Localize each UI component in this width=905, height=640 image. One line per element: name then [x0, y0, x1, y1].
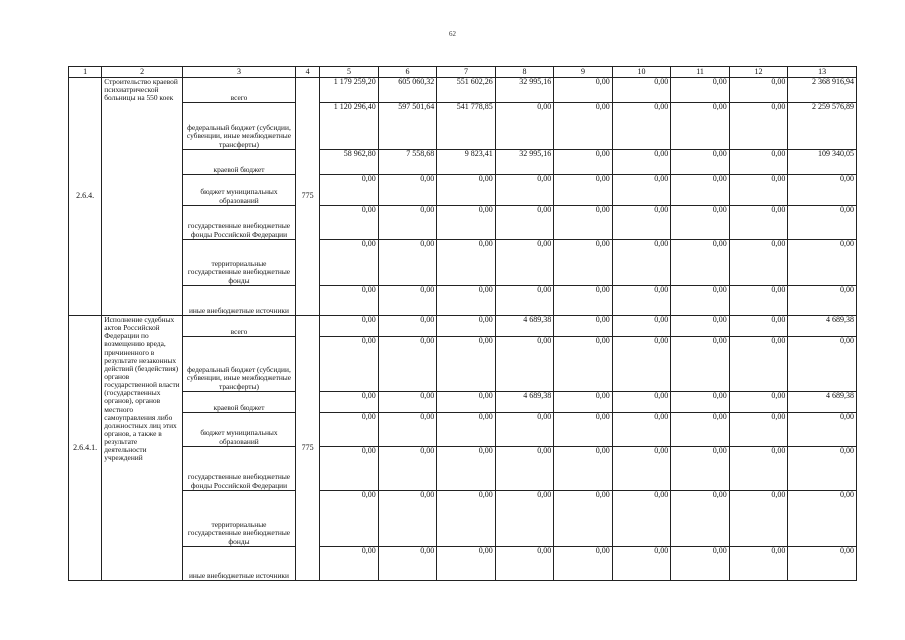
value-cell: 0,00 [612, 491, 671, 547]
value-cell: 0,00 [671, 337, 730, 392]
value-cell: 0,00 [378, 447, 437, 491]
funding-source: краевой бюджет [182, 150, 295, 175]
table-row [69, 392, 857, 413]
value-cell: 2 259 576,89 [788, 103, 857, 150]
funding-source: бюджет муниципальных образований [182, 175, 295, 206]
funding-source: территориальные государственные внебюджетные фонды [182, 491, 295, 547]
value-cell: 0,00 [729, 150, 788, 175]
value-cell: 0,00 [671, 447, 730, 491]
table-row [69, 491, 857, 547]
value-cell: 4 689,38 [495, 392, 554, 413]
column-number: 4 [295, 67, 319, 78]
value-cell: 0,00 [495, 240, 554, 286]
value-cell: 0,00 [671, 316, 730, 337]
value-cell: 0,00 [554, 447, 613, 491]
column-number: 1 [69, 67, 102, 78]
value-cell: 0,00 [320, 337, 379, 392]
value-cell: 0,00 [671, 413, 730, 447]
value-cell: 0,00 [729, 175, 788, 206]
column-number: 13 [788, 67, 857, 78]
value-cell: 551 602,26 [437, 78, 496, 103]
value-cell: 0,00 [378, 240, 437, 286]
table-row [69, 103, 857, 150]
value-cell: 0,00 [671, 103, 730, 150]
table-row [69, 175, 857, 206]
value-cell: 0,00 [671, 150, 730, 175]
value-cell: 0,00 [788, 240, 857, 286]
funding-source: федеральный бюджет (субсидии, субвенции, иные межбюджетные трансферты) [182, 103, 295, 150]
value-cell: 0,00 [437, 286, 496, 316]
value-cell: 0,00 [788, 175, 857, 206]
value-cell: 32 995,16 [495, 150, 554, 175]
value-cell: 0,00 [671, 392, 730, 413]
table-row [69, 413, 857, 447]
column-number: 6 [378, 67, 437, 78]
value-cell: 0,00 [437, 316, 496, 337]
value-cell: 0,00 [671, 175, 730, 206]
value-cell: 0,00 [671, 491, 730, 547]
value-cell: 0,00 [788, 447, 857, 491]
value-cell: 0,00 [554, 240, 613, 286]
table-row [69, 547, 857, 581]
section-code: 2.6.4. [69, 78, 102, 316]
value-cell: 0,00 [671, 286, 730, 316]
value-cell: 0,00 [612, 337, 671, 392]
value-cell: 0,00 [437, 240, 496, 286]
value-cell: 4 689,38 [788, 316, 857, 337]
value-cell: 0,00 [320, 491, 379, 547]
column-number: 2 [102, 67, 183, 78]
column-number-row [69, 67, 857, 78]
value-cell: 0,00 [378, 547, 437, 581]
value-cell: 0,00 [437, 175, 496, 206]
value-cell: 4 689,38 [788, 392, 857, 413]
column-number: 12 [729, 67, 788, 78]
funding-source: территориальные государственные внебюджетные фонды [182, 240, 295, 286]
value-cell: 0,00 [320, 547, 379, 581]
value-cell: 0,00 [378, 316, 437, 337]
value-cell: 0,00 [671, 78, 730, 103]
value-cell: 0,00 [612, 447, 671, 491]
value-cell: 0,00 [729, 286, 788, 316]
value-cell: 0,00 [378, 491, 437, 547]
value-cell: 0,00 [729, 103, 788, 150]
value-cell: 0,00 [788, 413, 857, 447]
value-cell: 0,00 [554, 413, 613, 447]
grbs-code: 775 [295, 316, 319, 581]
table-row [69, 206, 857, 240]
value-cell: 0,00 [320, 392, 379, 413]
value-cell: 0,00 [554, 175, 613, 206]
section-name: Исполнение судебных актов Российской Федерации по возмещению вреда, причиненного в результате незаконных действий (бездействия) органов государственной власти (государственных органов), органов местного самоуправления либо должностных лиц этих органов, а также в результате деятельности учреждений [102, 316, 183, 581]
value-cell: 0,00 [554, 337, 613, 392]
value-cell: 0,00 [671, 547, 730, 581]
value-cell: 1 179 259,20 [320, 78, 379, 103]
value-cell: 605 060,32 [378, 78, 437, 103]
column-number: 11 [671, 67, 730, 78]
value-cell: 0,00 [788, 337, 857, 392]
value-cell: 0,00 [320, 447, 379, 491]
grbs-code: 775 [295, 78, 319, 316]
value-cell: 0,00 [495, 337, 554, 392]
value-cell: 541 778,85 [437, 103, 496, 150]
page-number: 62 [449, 30, 456, 38]
value-cell: 0,00 [437, 491, 496, 547]
value-cell: 0,00 [788, 206, 857, 240]
value-cell: 0,00 [437, 337, 496, 392]
section-name: Строительство краевой психиатрической больницы на 550 коек [102, 78, 183, 316]
funding-source: бюджет муниципальных образований [182, 413, 295, 447]
column-number: 10 [612, 67, 671, 78]
column-number: 3 [182, 67, 295, 78]
column-number: 5 [320, 67, 379, 78]
value-cell: 0,00 [495, 175, 554, 206]
value-cell: 0,00 [612, 240, 671, 286]
value-cell: 58 962,80 [320, 150, 379, 175]
value-cell: 0,00 [378, 286, 437, 316]
value-cell: 0,00 [554, 286, 613, 316]
value-cell: 0,00 [554, 547, 613, 581]
value-cell: 0,00 [788, 286, 857, 316]
value-cell: 0,00 [612, 150, 671, 175]
value-cell: 0,00 [437, 392, 496, 413]
funding-source: федеральный бюджет (субсидии, субвенции, иные межбюджетные трансферты) [182, 337, 295, 392]
value-cell: 109 340,05 [788, 150, 857, 175]
column-number: 7 [437, 67, 496, 78]
budget-table [68, 66, 857, 581]
value-cell: 0,00 [612, 316, 671, 337]
value-cell: 0,00 [554, 78, 613, 103]
value-cell: 0,00 [554, 392, 613, 413]
table-row [69, 316, 857, 337]
value-cell: 0,00 [437, 447, 496, 491]
funding-source: иные внебюджетные источники [182, 286, 295, 316]
value-cell: 0,00 [729, 316, 788, 337]
value-cell: 0,00 [729, 547, 788, 581]
value-cell: 597 501,64 [378, 103, 437, 150]
value-cell: 9 823,41 [437, 150, 496, 175]
funding-source: государственные внебюджетные фонды Российской Федерации [182, 447, 295, 491]
value-cell: 0,00 [554, 316, 613, 337]
value-cell: 0,00 [612, 78, 671, 103]
value-cell: 0,00 [554, 150, 613, 175]
value-cell: 7 558,68 [378, 150, 437, 175]
value-cell: 0,00 [320, 413, 379, 447]
value-cell: 0,00 [612, 175, 671, 206]
table-row [69, 240, 857, 286]
value-cell: 0,00 [612, 206, 671, 240]
value-cell: 0,00 [729, 206, 788, 240]
value-cell: 0,00 [729, 413, 788, 447]
funding-source: иные внебюджетные источники [182, 547, 295, 581]
value-cell: 0,00 [495, 413, 554, 447]
table-row [69, 447, 857, 491]
value-cell: 0,00 [729, 447, 788, 491]
value-cell: 32 995,16 [495, 78, 554, 103]
table-row [69, 150, 857, 175]
value-cell: 0,00 [788, 547, 857, 581]
value-cell: 0,00 [612, 103, 671, 150]
value-cell: 0,00 [671, 240, 730, 286]
value-cell: 0,00 [729, 240, 788, 286]
funding-source: государственные внебюджетные фонды Российской Федерации [182, 206, 295, 240]
value-cell: 0,00 [437, 547, 496, 581]
table-row [69, 78, 857, 103]
value-cell: 0,00 [495, 447, 554, 491]
value-cell: 0,00 [320, 240, 379, 286]
value-cell: 0,00 [671, 206, 730, 240]
value-cell: 0,00 [612, 286, 671, 316]
value-cell: 0,00 [320, 175, 379, 206]
value-cell: 0,00 [729, 337, 788, 392]
value-cell: 0,00 [495, 206, 554, 240]
value-cell: 0,00 [612, 392, 671, 413]
table-row [69, 286, 857, 316]
column-number: 8 [495, 67, 554, 78]
value-cell: 0,00 [378, 413, 437, 447]
column-number: 9 [554, 67, 613, 78]
value-cell: 0,00 [554, 103, 613, 150]
value-cell: 0,00 [495, 286, 554, 316]
value-cell: 4 689,38 [495, 316, 554, 337]
value-cell: 0,00 [320, 206, 379, 240]
value-cell: 0,00 [378, 392, 437, 413]
value-cell: 0,00 [612, 413, 671, 447]
value-cell: 0,00 [788, 491, 857, 547]
value-cell: 0,00 [612, 547, 671, 581]
value-cell: 0,00 [378, 337, 437, 392]
value-cell: 0,00 [554, 491, 613, 547]
value-cell: 0,00 [437, 206, 496, 240]
value-cell: 1 120 296,40 [320, 103, 379, 150]
value-cell: 0,00 [495, 547, 554, 581]
value-cell: 0,00 [437, 413, 496, 447]
value-cell: 0,00 [729, 392, 788, 413]
value-cell: 0,00 [729, 78, 788, 103]
funding-source: всего [182, 78, 295, 103]
table-row [69, 337, 857, 392]
value-cell: 0,00 [554, 206, 613, 240]
section-code: 2.6.4.1. [69, 316, 102, 581]
funding-source: краевой бюджет [182, 392, 295, 413]
value-cell: 0,00 [729, 491, 788, 547]
value-cell: 0,00 [495, 491, 554, 547]
value-cell: 0,00 [495, 103, 554, 150]
value-cell: 0,00 [320, 286, 379, 316]
value-cell: 0,00 [378, 206, 437, 240]
funding-source: всего [182, 316, 295, 337]
value-cell: 0,00 [320, 316, 379, 337]
value-cell: 0,00 [378, 175, 437, 206]
value-cell: 2 368 916,94 [788, 78, 857, 103]
